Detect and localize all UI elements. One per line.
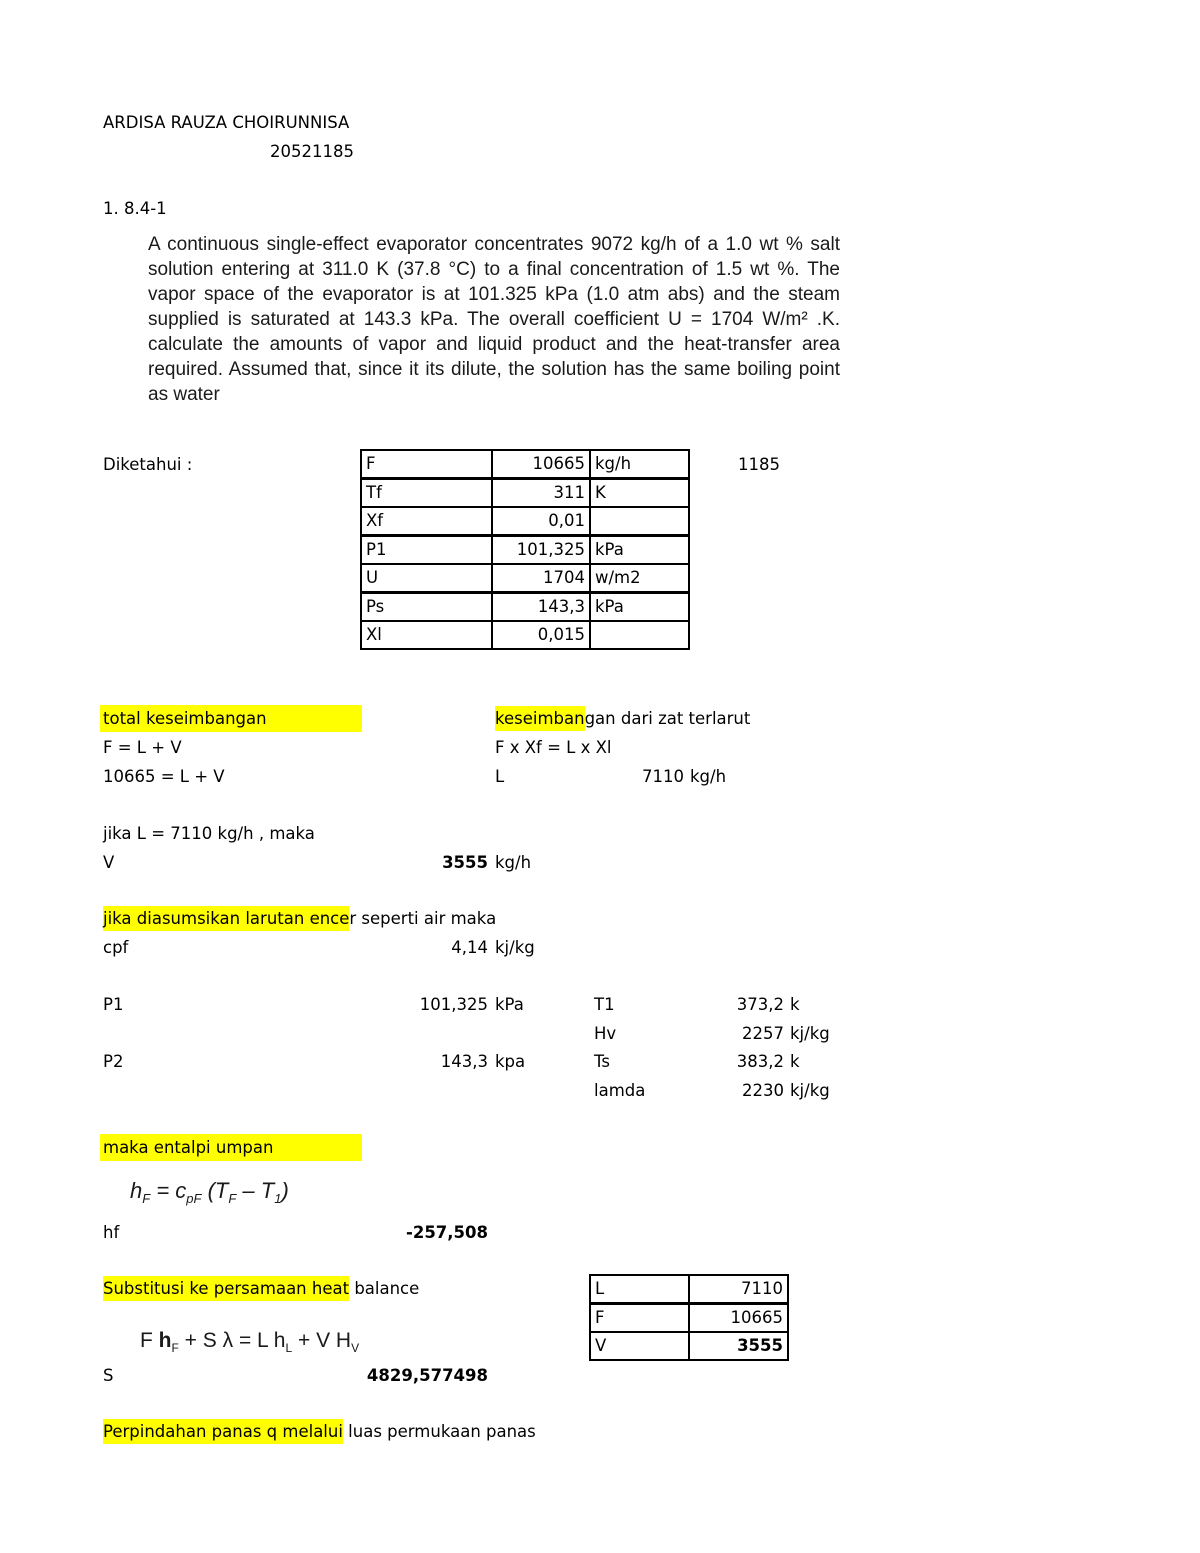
known-row-value: 0,015 bbox=[491, 620, 591, 650]
enthalpy-formula bbox=[130, 1174, 300, 1214]
known-row-value: 10665 bbox=[491, 449, 591, 479]
p1-unit: kPa bbox=[495, 995, 524, 1014]
cpf-label: cpf bbox=[103, 938, 129, 957]
p1-value: 101,325 bbox=[419, 995, 488, 1014]
balance-row-name: F bbox=[589, 1303, 690, 1333]
l-value: 7110 bbox=[642, 767, 684, 786]
heat-balance-heading bbox=[103, 1278, 419, 1300]
lamda-label: lamda bbox=[594, 1081, 646, 1100]
solute-balance-eq1: F x Xf = L x Xl bbox=[495, 738, 612, 757]
transfer-heading-rest: luas permukaan panas bbox=[342, 1422, 536, 1441]
total-balance-condition: jika L = 7110 kg/h , maka bbox=[103, 824, 315, 843]
heat-balance-formula-graphic bbox=[140, 1322, 390, 1358]
assume-heading bbox=[103, 908, 496, 930]
balance-row-name: L bbox=[589, 1274, 690, 1304]
known-row-unit: K bbox=[589, 478, 690, 508]
problem-number: 1. 8.4-1 bbox=[103, 199, 167, 218]
l-label: L bbox=[495, 767, 505, 786]
known-row-value: 0,01 bbox=[491, 506, 591, 536]
v-unit: kg/h bbox=[495, 853, 532, 872]
p2-value: 143,3 bbox=[440, 1052, 488, 1071]
hf-value: -257,508 bbox=[405, 1223, 488, 1242]
known-row-unit: kg/h bbox=[589, 449, 690, 479]
t1-value: 373,2 bbox=[736, 995, 784, 1014]
svg-text:F hF + S λ = L hL + V HV: F $h_F + S$ λ = L $h_L + V$ $H_V$ bbox=[140, 1329, 360, 1355]
known-row-unit bbox=[589, 620, 690, 650]
known-row-name: Ps bbox=[360, 592, 493, 622]
t1-unit: k bbox=[790, 995, 800, 1014]
l-unit: kg/h bbox=[690, 767, 727, 786]
cpf-unit: kj/kg bbox=[495, 938, 535, 957]
hf-label: hf bbox=[103, 1223, 120, 1242]
assume-heading-rest: r seperti air maka bbox=[349, 909, 497, 928]
ts-label: Ts bbox=[594, 1052, 610, 1071]
solute-balance-heading-rest: gan dari zat terlarut bbox=[584, 709, 751, 728]
known-label: Diketahui : bbox=[103, 455, 193, 474]
total-balance-heading: total keseimbangan bbox=[103, 709, 267, 728]
known-row-unit: kPa bbox=[589, 592, 690, 622]
balance-row-name: V bbox=[589, 1331, 690, 1361]
total-balance-eq1: F = L + V bbox=[103, 738, 182, 757]
lamda-value: 2230 bbox=[742, 1081, 784, 1100]
heat-balance-heading-highlight: Substitusi ke persamaan heat bbox=[103, 1276, 349, 1301]
known-row-unit bbox=[589, 506, 690, 536]
heat-balance-formula bbox=[140, 1322, 390, 1364]
transfer-heading bbox=[103, 1421, 536, 1443]
hv-value: 2257 bbox=[742, 1024, 784, 1043]
lamda-unit: kj/kg bbox=[790, 1081, 830, 1100]
s-label: S bbox=[103, 1366, 114, 1385]
solute-balance-heading-highlight: keseimban bbox=[495, 706, 585, 731]
ts-unit: k bbox=[790, 1052, 800, 1071]
cpf-value: 4,14 bbox=[451, 938, 488, 957]
assume-heading-highlight: jika diasumsikan larutan ence bbox=[103, 906, 349, 931]
hv-label: Hv bbox=[594, 1024, 617, 1043]
known-row-name: U bbox=[360, 563, 493, 593]
hv-unit: kj/kg bbox=[790, 1024, 830, 1043]
solute-balance-heading bbox=[495, 708, 750, 730]
t1-label: T1 bbox=[594, 995, 615, 1014]
known-row-value: 101,325 bbox=[491, 535, 591, 565]
known-row-name: Tf bbox=[360, 478, 493, 508]
svg-text:hF = cpF (TF – T1): $h_F = c_{pF}$ $(T_F - T_1)$ bbox=[130, 1178, 289, 1206]
enthalpy-formula-graphic bbox=[130, 1174, 300, 1208]
known-row-unit: w/m2 bbox=[589, 563, 690, 593]
known-row-value: 143,3 bbox=[491, 592, 591, 622]
balance-row-value: 3555 bbox=[688, 1331, 789, 1361]
known-row-name: Xf bbox=[360, 506, 493, 536]
problem-statement: A continuous single-effect evaporator concentrates 9072 kg/h of a 1.0 wt % salt solution entering at 311.0 K (37.8 °C) to a final concentration of 1.5 wt %. The vapor space of the evaporator is at 101.325 kPa (1.0 atm abs) and the steam supplied is saturated at 143.3 kPa. The overall coefficient U = 1704 W/m² .K. calculate the amounts of vapor and liquid product and the heat-transfer area required. Assumed that, since it its dilute, the solution has the same boiling point as water bbox=[148, 234, 840, 405]
author-name: ARDISA RAUZA CHOIRUNNISA bbox=[103, 113, 350, 132]
enthalpy-heading: maka entalpi umpan bbox=[103, 1138, 274, 1157]
total-balance-eq2: 10665 = L + V bbox=[103, 767, 225, 786]
known-row-name: Xl bbox=[360, 620, 493, 650]
transfer-heading-highlight: Perpindahan panas q melalui bbox=[103, 1419, 343, 1444]
known-row-name: P1 bbox=[360, 535, 493, 565]
balance-row-value: 10665 bbox=[688, 1303, 789, 1333]
p1-label: P1 bbox=[103, 995, 124, 1014]
known-row-name: F bbox=[360, 449, 493, 479]
ts-value: 383,2 bbox=[736, 1052, 784, 1071]
known-row-unit: kPa bbox=[589, 535, 690, 565]
known-side-note: 1185 bbox=[738, 455, 780, 474]
s-value: 4829,577498 bbox=[366, 1366, 488, 1385]
v-value: 3555 bbox=[442, 853, 488, 872]
known-row-value: 311 bbox=[491, 478, 591, 508]
heat-balance-heading-rest: balance bbox=[349, 1279, 420, 1298]
known-row-value: 1704 bbox=[491, 563, 591, 593]
balance-row-value: 7110 bbox=[688, 1274, 789, 1304]
p2-label: P2 bbox=[103, 1052, 124, 1071]
p2-unit: kpa bbox=[495, 1052, 526, 1071]
student-id: 20521185 bbox=[270, 142, 354, 161]
v-label: V bbox=[103, 853, 115, 872]
